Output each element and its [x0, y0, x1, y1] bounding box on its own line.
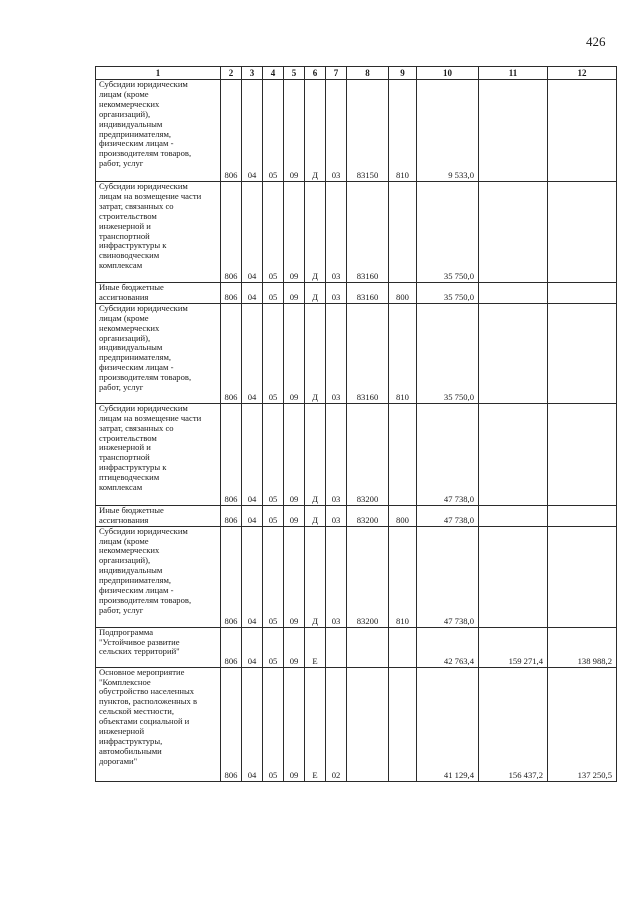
cell-col-11: 156 437,2	[479, 667, 548, 781]
cell-col-3: 04	[242, 283, 263, 304]
cell-col-5: 09	[284, 667, 305, 781]
cell-col-12	[548, 80, 617, 182]
cell-col-2: 806	[221, 303, 242, 403]
cell-col-7: 03	[326, 182, 347, 283]
header-cell: 3	[242, 67, 263, 80]
cell-col-2: 806	[221, 627, 242, 667]
cell-col-2: 806	[221, 403, 242, 505]
cell-col-3: 04	[242, 303, 263, 403]
cell-col-7: 02	[326, 667, 347, 781]
cell-col-5: 09	[284, 403, 305, 505]
cell-col-8: 83150	[347, 80, 389, 182]
cell-col-11	[479, 505, 548, 526]
cell-col-12	[548, 505, 617, 526]
cell-col-7: 03	[326, 505, 347, 526]
table-row	[96, 505, 617, 526]
cell-col-10: 47 738,0	[417, 403, 479, 505]
cell-col-3: 04	[242, 403, 263, 505]
cell-col-4: 05	[263, 182, 284, 283]
cell-col-9	[389, 627, 417, 667]
header-cell: 8	[347, 67, 389, 80]
cell-col-11	[479, 403, 548, 505]
cell-col-5: 09	[284, 627, 305, 667]
row-name: Иные бюджетные ассигнования	[99, 504, 164, 525]
cell-col-2: 806	[221, 526, 242, 627]
cell-col-7: 03	[326, 526, 347, 627]
row-name-cell	[96, 283, 221, 304]
cell-col-6: Д	[305, 526, 326, 627]
cell-col-3: 04	[242, 505, 263, 526]
cell-col-11	[479, 303, 548, 403]
cell-col-9: 810	[389, 303, 417, 403]
cell-col-8: 83160	[347, 283, 389, 304]
table-row	[96, 303, 617, 403]
cell-col-8: 83160	[347, 182, 389, 283]
cell-col-5: 09	[284, 505, 305, 526]
header-cell: 1	[96, 67, 221, 80]
row-name: Основное мероприятие "Комплексное обустройство населенных пунктов, расположенных в сельской местности, объектами социальной и инженерной инфраструктуры, автомобильными дорогами"	[99, 666, 198, 766]
cell-col-4: 05	[263, 283, 284, 304]
cell-col-11	[479, 182, 548, 283]
row-name: Субсидии юридическим лицам на возмещение части затрат, связанных со строительством инженерной и транспортной инфраструктуры к птицеводческим комплексам	[99, 402, 202, 493]
row-name-cell	[96, 303, 221, 403]
cell-col-10: 35 750,0	[417, 303, 479, 403]
budget-table	[95, 66, 617, 782]
page-number: 426	[586, 34, 606, 49]
cell-col-12	[548, 403, 617, 505]
cell-col-9	[389, 403, 417, 505]
cell-col-4: 05	[263, 80, 284, 182]
header-cell: 4	[263, 67, 284, 80]
header-cell: 10	[417, 67, 479, 80]
cell-col-9: 800	[389, 505, 417, 526]
row-name-cell	[96, 667, 221, 781]
cell-col-2: 806	[221, 182, 242, 283]
cell-col-2: 806	[221, 283, 242, 304]
header-cell: 7	[326, 67, 347, 80]
cell-col-4: 05	[263, 526, 284, 627]
cell-col-10: 35 750,0	[417, 283, 479, 304]
row-name: Иные бюджетные ассигнования	[99, 282, 164, 302]
row-name-cell	[96, 403, 221, 505]
cell-col-6: Д	[305, 303, 326, 403]
row-name-cell	[96, 505, 221, 526]
cell-col-6: Д	[305, 283, 326, 304]
header-cell: 5	[284, 67, 305, 80]
table-row	[96, 526, 617, 627]
cell-col-10: 47 738,0	[417, 505, 479, 526]
table-row	[96, 283, 617, 304]
cell-col-3: 04	[242, 526, 263, 627]
table-row	[96, 182, 617, 283]
cell-col-2: 806	[221, 667, 242, 781]
cell-col-9: 810	[389, 80, 417, 182]
cell-col-9	[389, 667, 417, 781]
cell-col-11	[479, 526, 548, 627]
cell-col-12	[548, 283, 617, 304]
row-name: Подпрограмма "Устойчивое развитие сельских территорий"	[99, 626, 180, 657]
cell-col-12	[548, 303, 617, 403]
row-name-cell	[96, 182, 221, 283]
header-row	[96, 67, 617, 80]
cell-col-6: Д	[305, 182, 326, 283]
cell-col-11: 159 271,4	[479, 627, 548, 667]
cell-col-11	[479, 80, 548, 182]
cell-col-5: 09	[284, 303, 305, 403]
header-cell: 11	[479, 67, 548, 80]
table-row	[96, 667, 617, 781]
cell-col-9: 800	[389, 283, 417, 304]
header-cell: 12	[548, 67, 617, 80]
cell-col-6: Д	[305, 80, 326, 182]
header-cell: 2	[221, 67, 242, 80]
cell-col-5: 09	[284, 80, 305, 182]
row-name: Субсидии юридическим лицам (кроме некоммерческих организаций), индивидуальным предпринимателям, физическим лицам - производителям товаров, работ, услуг	[99, 79, 192, 169]
cell-col-3: 04	[242, 627, 263, 667]
table-row	[96, 80, 617, 182]
cell-col-6: Д	[305, 403, 326, 505]
cell-col-8: 83160	[347, 303, 389, 403]
cell-col-3: 04	[242, 80, 263, 182]
cell-col-5: 09	[284, 526, 305, 627]
row-name-cell	[96, 80, 221, 182]
cell-col-8: 83200	[347, 505, 389, 526]
cell-col-11	[479, 283, 548, 304]
cell-col-8: 83200	[347, 526, 389, 627]
header-cell: 6	[305, 67, 326, 80]
row-name: Субсидии юридическим лицам на возмещение части затрат, связанных со строительством инженерной и транспортной инфраструктуры к свиноводческим комплексам	[99, 181, 202, 271]
cell-col-8	[347, 627, 389, 667]
cell-col-5: 09	[284, 182, 305, 283]
cell-col-3: 04	[242, 182, 263, 283]
cell-col-6: Д	[305, 505, 326, 526]
cell-col-7: 03	[326, 403, 347, 505]
cell-col-10: 47 738,0	[417, 526, 479, 627]
cell-col-7: 03	[326, 283, 347, 304]
cell-col-4: 05	[263, 303, 284, 403]
cell-col-7	[326, 627, 347, 667]
table-row	[96, 403, 617, 505]
cell-col-4: 05	[263, 627, 284, 667]
cell-col-2: 806	[221, 80, 242, 182]
cell-col-2: 806	[221, 505, 242, 526]
cell-col-8	[347, 667, 389, 781]
cell-col-4: 05	[263, 667, 284, 781]
row-name: Субсидии юридическим лицам (кроме некоммерческих организаций), индивидуальным предпринимателям, физическим лицам - производителям товаров, работ, услуг	[99, 525, 192, 615]
cell-col-3: 04	[242, 667, 263, 781]
cell-col-10: 35 750,0	[417, 182, 479, 283]
cell-col-6: Е	[305, 627, 326, 667]
header-cell: 9	[389, 67, 417, 80]
cell-col-12: 137 250,5	[548, 667, 617, 781]
cell-col-12: 138 988,2	[548, 627, 617, 667]
cell-col-7: 03	[326, 80, 347, 182]
cell-col-10: 9 533,0	[417, 80, 479, 182]
cell-col-8: 83200	[347, 403, 389, 505]
cell-col-12	[548, 526, 617, 627]
cell-col-10: 41 129,4	[417, 667, 479, 781]
cell-col-5: 09	[284, 283, 305, 304]
row-name-cell	[96, 627, 221, 667]
cell-col-9: 810	[389, 526, 417, 627]
cell-col-4: 05	[263, 505, 284, 526]
cell-col-10: 42 763,4	[417, 627, 479, 667]
row-name-cell	[96, 526, 221, 627]
row-name: Субсидии юридическим лицам (кроме некоммерческих организаций), индивидуальным предпринимателям, физическим лицам - производителям товаров, работ, услуг	[99, 302, 192, 393]
cell-col-6: Е	[305, 667, 326, 781]
cell-col-7: 03	[326, 303, 347, 403]
cell-col-9	[389, 182, 417, 283]
cell-col-4: 05	[263, 403, 284, 505]
table-row	[96, 627, 617, 667]
cell-col-12	[548, 182, 617, 283]
